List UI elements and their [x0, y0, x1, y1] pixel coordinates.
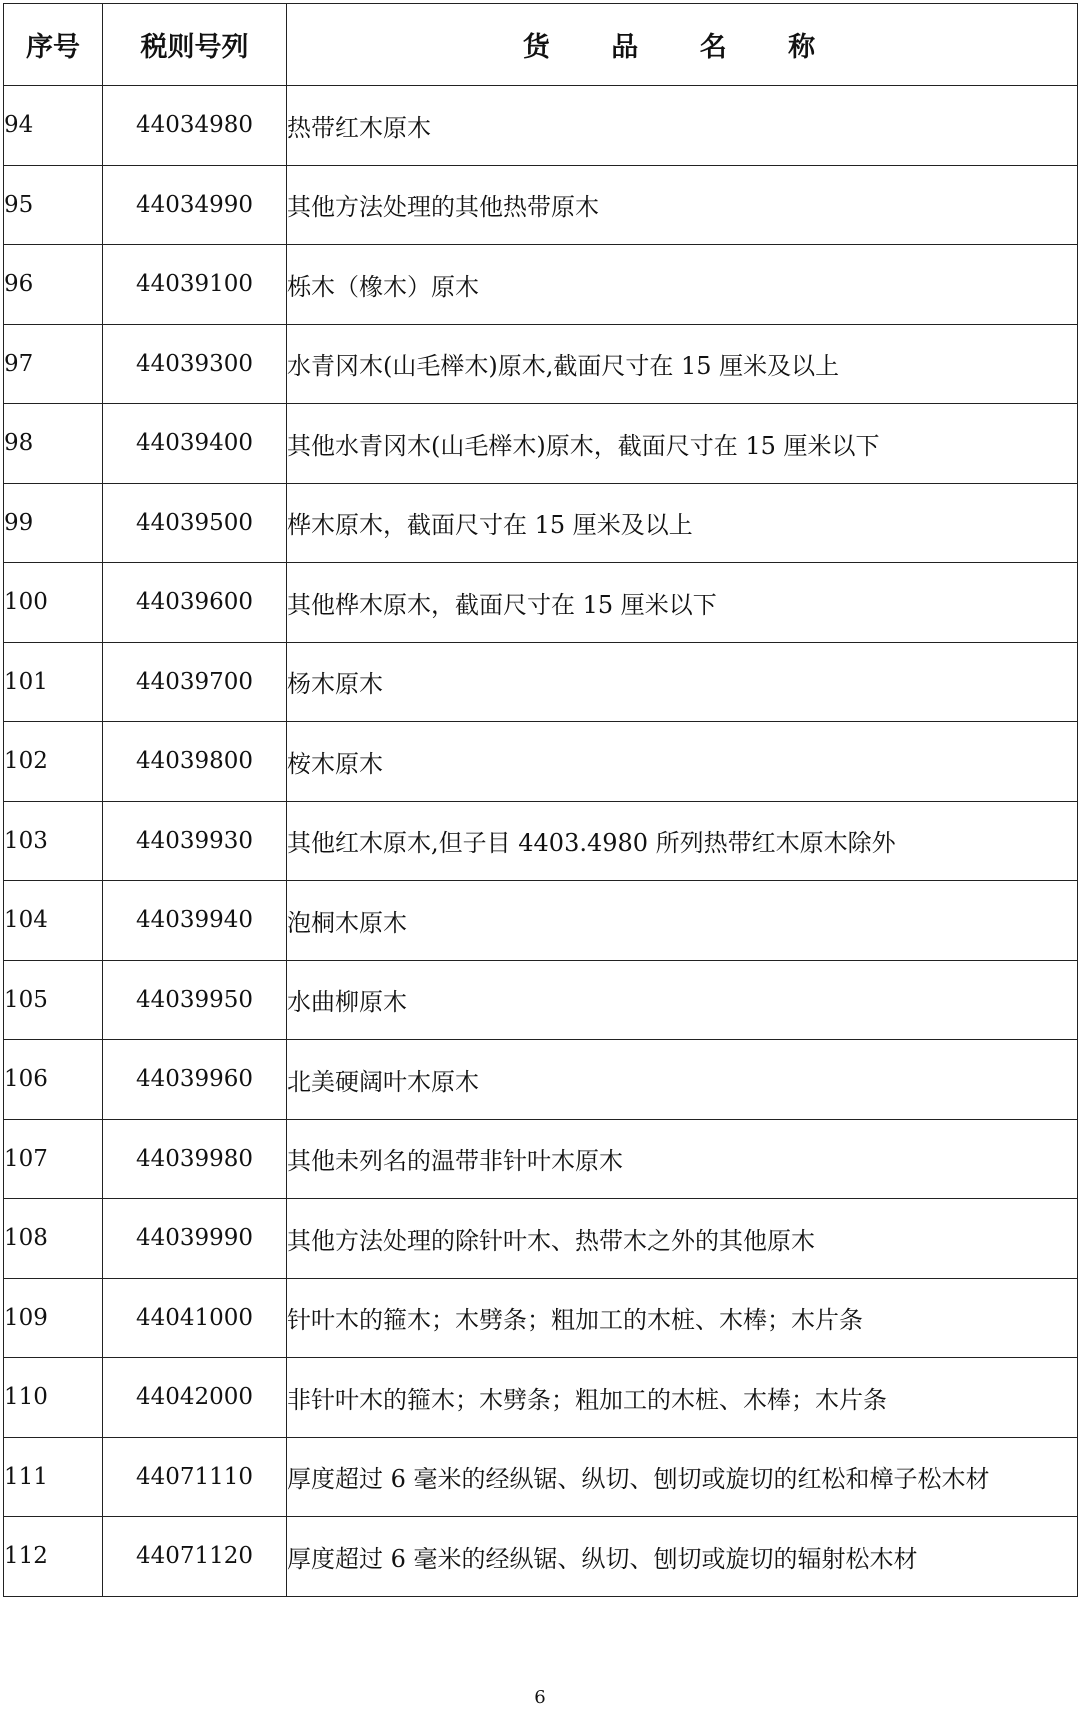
row-name: 其他水青冈木(山毛榉木)原木，截面尺寸在 15 厘米以下 [287, 404, 1078, 484]
row-seq: 107 [4, 1119, 103, 1199]
table-header-row [4, 4, 1078, 86]
table-row [4, 245, 1078, 325]
row-seq: 101 [4, 642, 103, 722]
row-name: 其他桦木原木，截面尺寸在 15 厘米以下 [287, 563, 1078, 643]
table-row [4, 722, 1078, 802]
row-code: 44039960 [103, 1040, 287, 1120]
table-row [4, 1278, 1078, 1358]
table-row [4, 324, 1078, 404]
row-seq: 110 [4, 1358, 103, 1438]
table-row [4, 563, 1078, 643]
table-row [4, 483, 1078, 563]
tariff-table-container [3, 3, 1077, 1597]
row-code: 44039980 [103, 1119, 287, 1199]
row-code: 44039950 [103, 960, 287, 1040]
table-row [4, 801, 1078, 881]
row-name: 泡桐木原木 [287, 881, 1078, 961]
row-seq: 108 [4, 1199, 103, 1279]
header-code: 税则号列 [103, 4, 287, 86]
row-seq: 98 [4, 404, 103, 484]
row-seq: 99 [4, 483, 103, 563]
row-seq: 112 [4, 1517, 103, 1597]
row-name: 其他未列名的温带非针叶木原木 [287, 1119, 1078, 1199]
tariff-table [3, 3, 1078, 1597]
row-code: 44039990 [103, 1199, 287, 1279]
row-seq: 100 [4, 563, 103, 643]
row-code: 44041000 [103, 1278, 287, 1358]
row-seq: 95 [4, 165, 103, 245]
row-code: 44039600 [103, 563, 287, 643]
row-code: 44039800 [103, 722, 287, 802]
row-code: 44071110 [103, 1437, 287, 1517]
row-code: 44039100 [103, 245, 287, 325]
row-name: 其他方法处理的除针叶木、热带木之外的其他原木 [287, 1199, 1078, 1279]
row-name: 杨木原木 [287, 642, 1078, 722]
row-seq: 94 [4, 86, 103, 166]
table-row [4, 1119, 1078, 1199]
table-row [4, 404, 1078, 484]
table-row [4, 86, 1078, 166]
table-row [4, 1517, 1078, 1597]
table-row [4, 960, 1078, 1040]
row-name: 非针叶木的箍木；木劈条；粗加工的木桩、木棒；木片条 [287, 1358, 1078, 1438]
row-seq: 102 [4, 722, 103, 802]
row-name: 厚度超过 6 毫米的经纵锯、纵切、刨切或旋切的辐射松木材 [287, 1517, 1078, 1597]
row-name: 桉木原木 [287, 722, 1078, 802]
row-name: 栎木（橡木）原木 [287, 245, 1078, 325]
row-seq: 96 [4, 245, 103, 325]
row-code: 44039400 [103, 404, 287, 484]
table-row [4, 165, 1078, 245]
header-seq: 序号 [4, 4, 103, 86]
row-seq: 109 [4, 1278, 103, 1358]
row-seq: 105 [4, 960, 103, 1040]
row-code: 44071120 [103, 1517, 287, 1597]
row-seq: 103 [4, 801, 103, 881]
table-row [4, 1437, 1078, 1517]
row-name: 厚度超过 6 毫米的经纵锯、纵切、刨切或旋切的红松和樟子松木材 [287, 1437, 1078, 1517]
row-code: 44039940 [103, 881, 287, 961]
row-code: 44042000 [103, 1358, 287, 1438]
page-number: 6 [534, 1687, 546, 1708]
row-name: 北美硬阔叶木原木 [287, 1040, 1078, 1120]
row-seq: 111 [4, 1437, 103, 1517]
row-seq: 106 [4, 1040, 103, 1120]
table-row [4, 642, 1078, 722]
row-code: 44034990 [103, 165, 287, 245]
table-row [4, 1358, 1078, 1438]
table-body [4, 86, 1078, 1597]
row-code: 44039700 [103, 642, 287, 722]
row-name: 其他方法处理的其他热带原木 [287, 165, 1078, 245]
row-seq: 104 [4, 881, 103, 961]
row-name: 桦木原木，截面尺寸在 15 厘米及以上 [287, 483, 1078, 563]
row-name: 水曲柳原木 [287, 960, 1078, 1040]
row-name: 针叶木的箍木；木劈条；粗加工的木桩、木棒；木片条 [287, 1278, 1078, 1358]
table-row [4, 1040, 1078, 1120]
row-code: 44039500 [103, 483, 287, 563]
row-code: 44039930 [103, 801, 287, 881]
row-name: 水青冈木(山毛榉木)原木,截面尺寸在 15 厘米及以上 [287, 324, 1078, 404]
table-row [4, 1199, 1078, 1279]
row-name: 热带红木原木 [287, 86, 1078, 166]
row-code: 44034980 [103, 86, 287, 166]
header-name: 货 品 名 称 [287, 4, 1078, 86]
row-seq: 97 [4, 324, 103, 404]
row-code: 44039300 [103, 324, 287, 404]
table-row [4, 881, 1078, 961]
row-name: 其他红木原木,但子目 4403.4980 所列热带红木原木除外 [287, 801, 1078, 881]
